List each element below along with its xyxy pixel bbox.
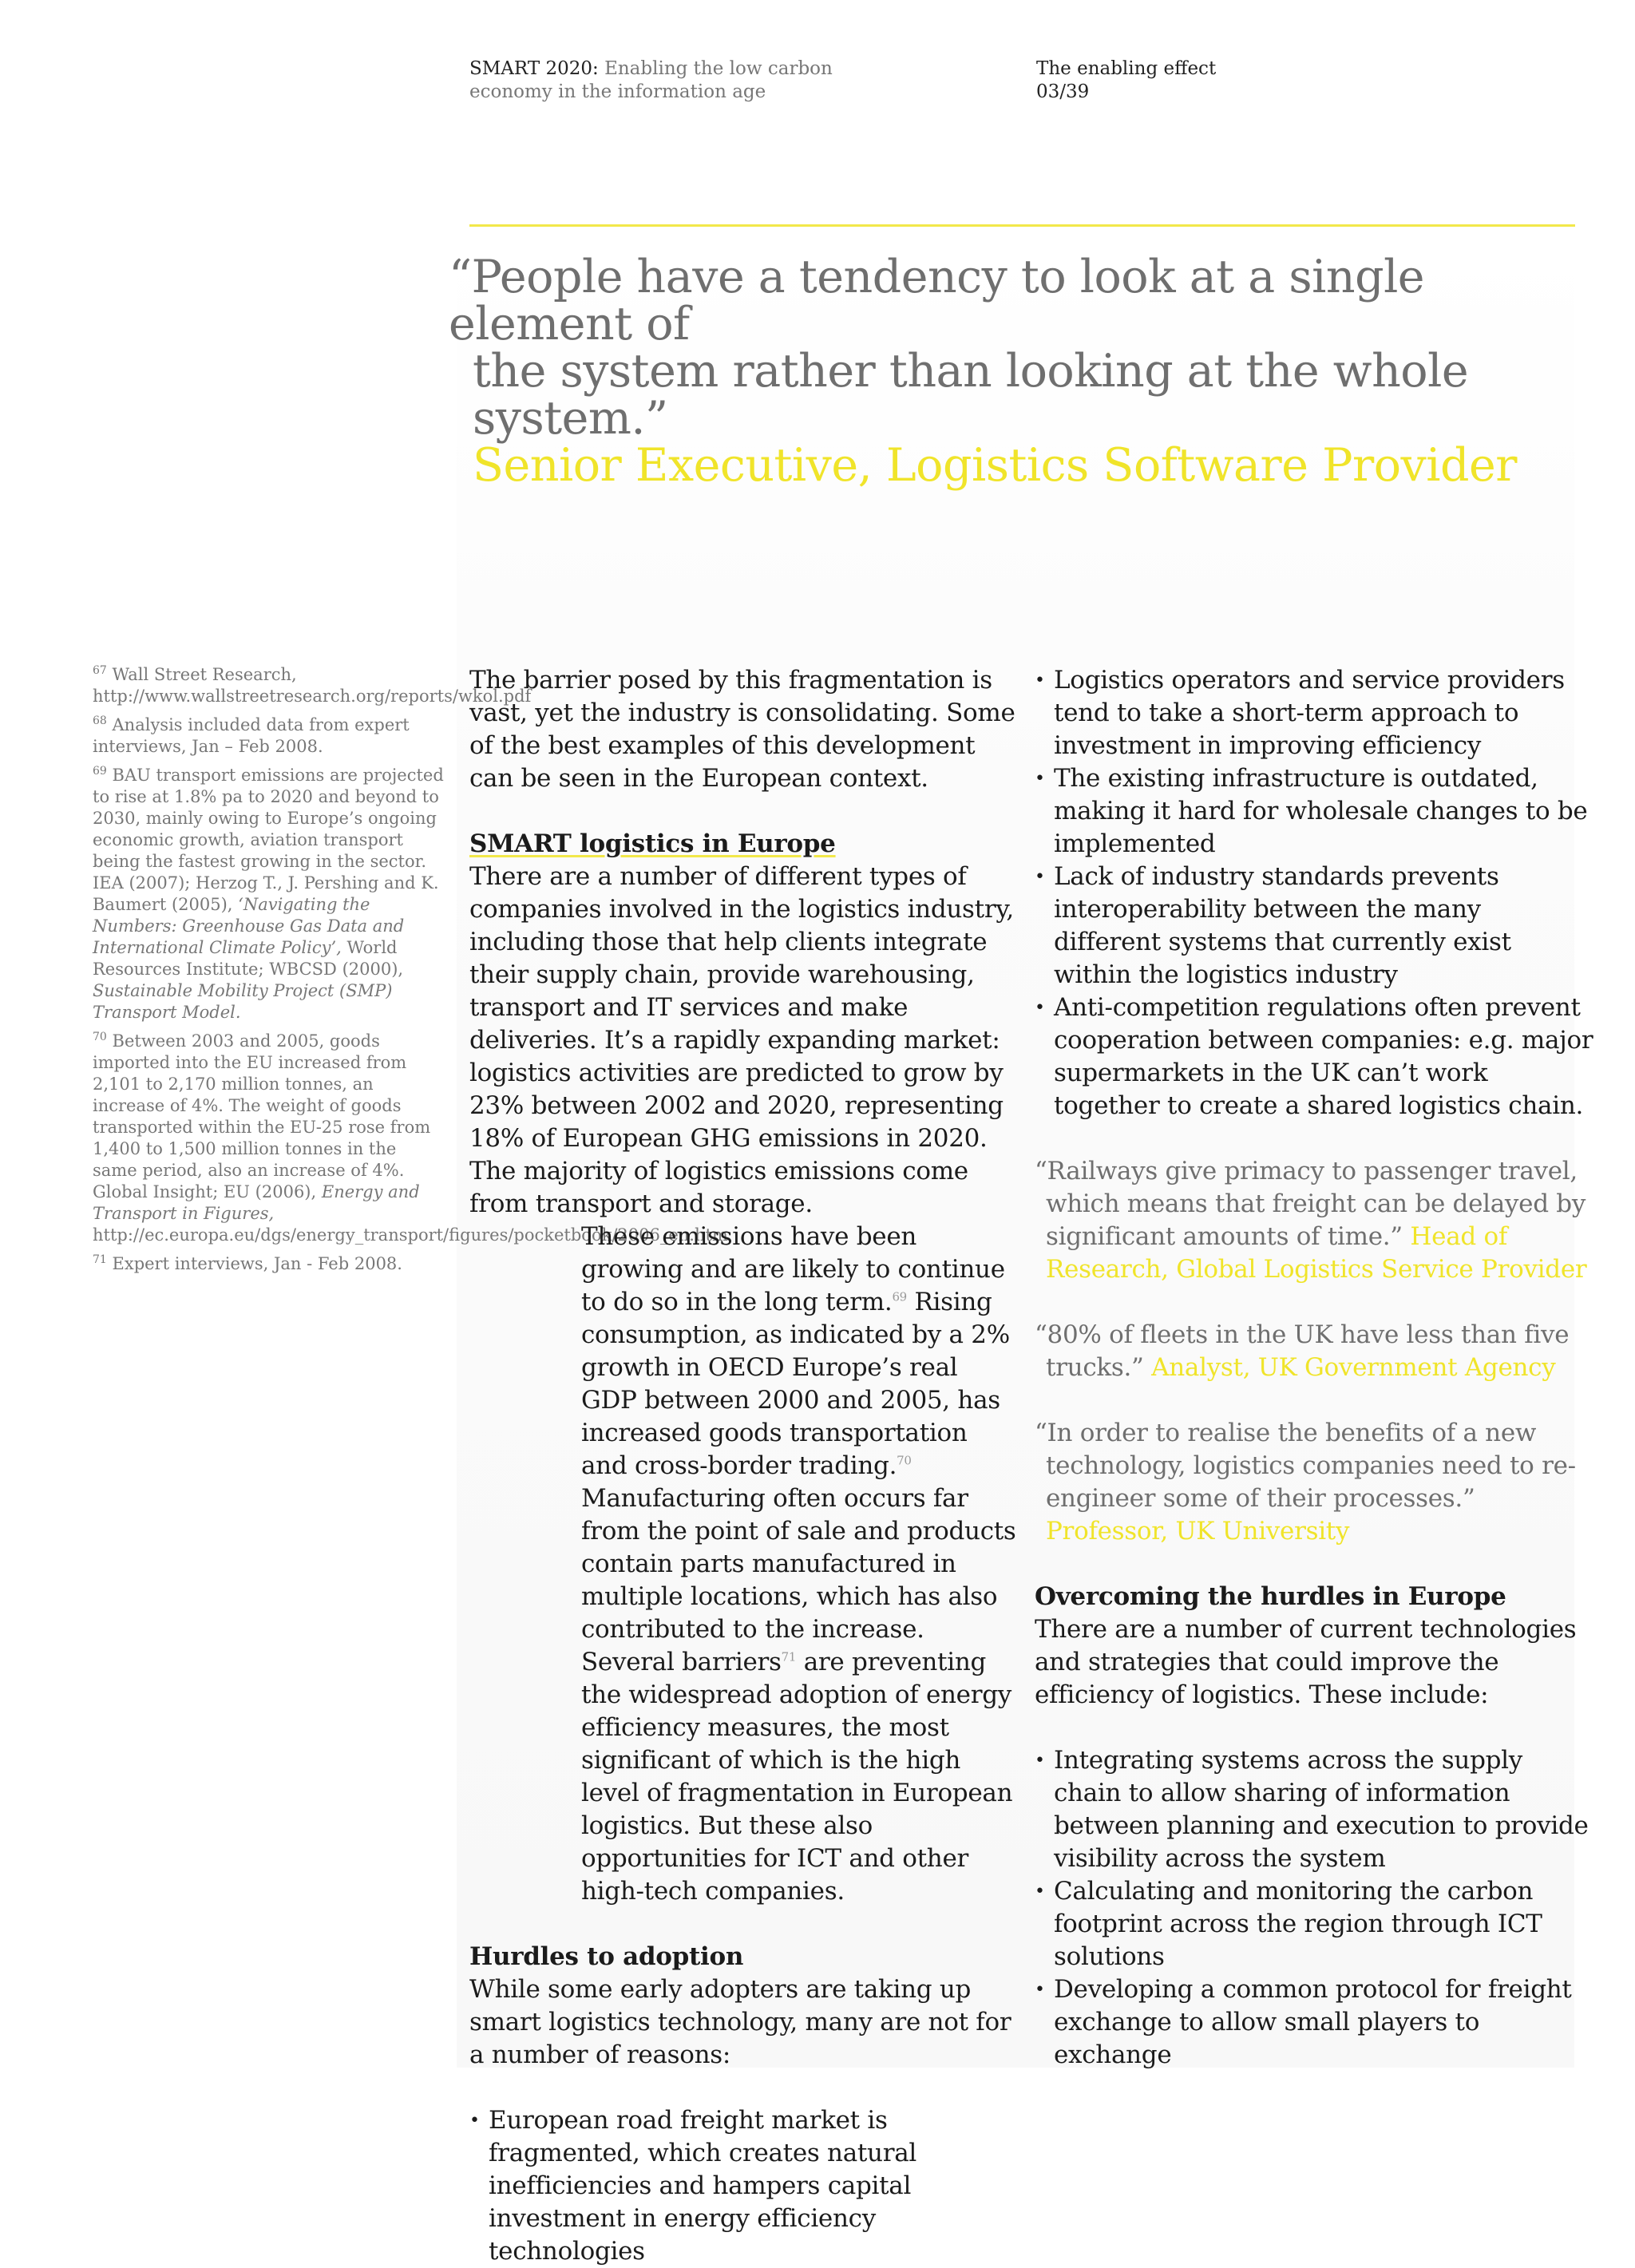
list-item: • Lack of industry standards prevents interoperability between the many different systems that currently exist within the logistics industry: [1035, 861, 1593, 992]
footnote-ref-70: 70: [897, 1453, 912, 1468]
quote-attribution: Head of Research, Global Logistics Service Provider: [1046, 1222, 1587, 1284]
footnote-69: [93, 765, 444, 1023]
smart-logistics-paragraph-2: [469, 1221, 1020, 1646]
quote-attribution: Professor, UK University: [1046, 1517, 1350, 1546]
footnote-number: 70: [93, 1031, 107, 1043]
quote-text: “80% of fleets in the UK have less than five trucks.”: [1035, 1320, 1570, 1382]
quote-attribution: Analyst, UK Government Agency: [1143, 1353, 1556, 1382]
footnote-68: [93, 714, 444, 758]
pull-quote: [449, 251, 1590, 492]
footnote-number: 69: [93, 765, 107, 778]
quote-railways: [1035, 1155, 1593, 1286]
list-item: • European road freight market is fragmented, which creates natural inefficiencies and hampers capital investment in energy efficiency technologies: [469, 2104, 1020, 2268]
footnote-italic: Sustainable Mobility Project (SMP) Transport Model.: [93, 981, 393, 1022]
footnote-number: 71: [93, 1253, 107, 1266]
paragraph-text: Several barriers: [581, 1648, 782, 1676]
footnote-number: 68: [93, 714, 107, 727]
footnote-67: [93, 664, 532, 707]
header-subtitle-line1: Enabling the low carbon: [598, 58, 833, 79]
smart-logistics-paragraph-3: [469, 1646, 1020, 1908]
smart-logistics-paragraph-1: There are a number of different types of companies involved in the logistics industry, including those that help clients integrate their supply chain, provide warehousing, transport and IT services and make deliveries. It’s a rapidly expanding market: logistics activities are predicted to grow by 23% between 2002 and 2020, representing 18% of European GHG emissions in 2020. The majority of logistics emissions come from transport and storage.: [469, 862, 1014, 1218]
list-item: • Integrating systems across the supply chain to allow sharing of information between planning and execution to provide visibility across the system: [1035, 1744, 1593, 1875]
pull-quote-line1: “People have a tendency to look at a single element of: [449, 251, 1425, 350]
header-document-title: [469, 57, 833, 104]
hurdles-list-continued: [1035, 664, 1593, 1122]
page-number: 03/39: [1036, 81, 1090, 102]
list-item: • Logistics operators and service providers tend to take a short-term approach to investment in improving efficiency: [1035, 664, 1593, 762]
main-column-middle: [469, 664, 1020, 2268]
footnote-text: World Resources Institute; WBCSD (2000),: [93, 938, 404, 979]
list-item: • The existing infrastructure is outdated, making it hard for wholesale changes to be implemented: [1035, 762, 1593, 861]
header-series-name: SMART 2020:: [469, 58, 599, 79]
solutions-list: [1035, 1744, 1593, 2072]
header-subtitle-line2: economy in the information age: [469, 81, 766, 102]
list-item: • Anti-competition regulations often prevent cooperation between companies: e.g. major supermarkets in the UK can’t work together to create a shared logistics chain.: [1035, 992, 1593, 1122]
paragraph-text: are preventing the widespread adoption of energy efficiency measures, the most significant of which is the high level of fragmentation in European logistics. But these also opportunities for ICT and other high-tech companies.: [581, 1648, 1013, 1906]
overcoming-paragraph: There are a number of current technologies and strategies that could improve the efficiency of logistics. These include:: [1035, 1615, 1577, 1709]
list-item: • Developing a common protocol for freight exchange to allow small players to exchange: [1035, 1973, 1593, 2072]
footnote-text: Analysis included data from expert interviews, Jan – Feb 2008.: [93, 715, 410, 756]
section-heading-smart-logistics: SMART logistics in Europe: [469, 829, 836, 858]
footnote-ref-71: 71: [781, 1649, 797, 1664]
quote-fleets: [1035, 1319, 1593, 1384]
paragraph-text: Rising consumption, as indicated by a 2% growth in OECD Europe’s real GDP between 2000 and 2005, has increased goods transportation and cross-border trading.: [581, 1288, 1010, 1480]
footnote-italic: Energy and Transport in Figures,: [93, 1182, 420, 1223]
footnote-text: Between 2003 and 2005, goods imported into the EU increased from 2,101 to 2,170 million tonnes, an increase of 4%. The weight of goods transported within the EU-25 rose from 1,400 to 1,500 million tonnes in the same period, also an increase of 4%. Global Insight; EU (2006),: [93, 1031, 431, 1201]
hurdles-list: [469, 2104, 1020, 2268]
paragraph-text: Manufacturing often occurs far from the point of sale and products contain parts manufactured in multiple locations, which has also contributed to the increase.: [581, 1484, 1016, 1644]
quote-text: “In order to realise the benefits of a new technology, logistics companies need to re-engineer some of their processes.”: [1035, 1419, 1576, 1513]
footnote-ref-69: 69: [892, 1289, 907, 1304]
header-section: [1036, 57, 1216, 104]
hurdles-paragraph: While some early adopters are taking up smart logistics technology, many are not for a number of reasons:: [469, 1975, 1011, 2069]
pull-quote-line2: the system rather than looking at the whole system.”: [473, 345, 1469, 445]
pull-quote-attribution: Senior Executive, Logistics Software Provider: [473, 439, 1517, 492]
footnote-text: Wall Street Research, http://www.wallstreetresearch.org/reports/wkol.pdf: [93, 665, 532, 706]
list-item: • Calculating and monitoring the carbon footprint across the region through ICT solutions: [1035, 1875, 1593, 1973]
footnote-70: [93, 1031, 728, 1246]
quote-divider: [469, 224, 1575, 227]
footnote-text: BAU transport emissions are projected to rise at 1.8% pa to 2020 and beyond to 2030, mainly owing to Europe’s ongoing economic growth, aviation transport being the fastest growing in the sector. IEA (2007); Herzog T., J. Pershing and K. Baumert (2005),: [93, 766, 444, 914]
footnote-text: Expert interviews, Jan - Feb 2008.: [112, 1254, 402, 1273]
section-heading-hurdles: Hurdles to adoption: [469, 1942, 744, 1971]
header-section-title: The enabling effect: [1036, 58, 1217, 79]
main-column-right: [1035, 664, 1593, 2072]
footnote-italic: ‘Navigating the Numbers: Greenhouse Gas Data and International Climate Policy’,: [93, 895, 405, 957]
intro-paragraph: The barrier posed by this fragmentation is vast, yet the industry is consolidating. Some of the best examples of this development can be seen in the European context.: [469, 666, 1015, 793]
footnote-number: 67: [93, 664, 107, 677]
quote-technology: [1035, 1417, 1593, 1548]
quote-text: “Railways give primacy to passenger travel, which means that freight can be delayed by significant amounts of time.”: [1035, 1157, 1586, 1251]
footnote-text: http://ec.europa.eu/dgs/energy_transport/figures/pocketbook/2006_en.htm: [93, 1225, 728, 1245]
section-heading-overcoming: Overcoming the hurdles in Europe: [1035, 1582, 1506, 1611]
paragraph-text: These emissions have been growing and are likely to continue to do so in the long term.: [581, 1222, 1005, 1316]
footnote-71: [93, 1253, 444, 1275]
